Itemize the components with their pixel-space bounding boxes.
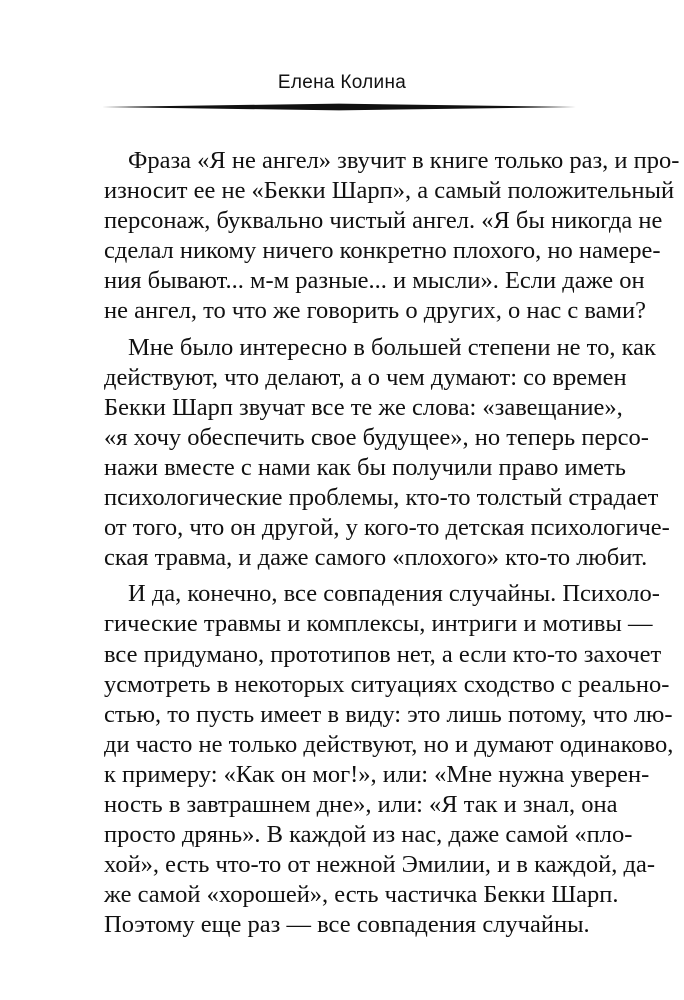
text-line: Мне было интересно в большей степени не то, как (128, 333, 656, 361)
text-line: Фраза «Я не ангел» звучит в книге только раз, и про- (128, 147, 680, 174)
text-line: не ангел, то что же говорить о других, о нас с вами? (104, 297, 646, 325)
decorative-rule (102, 103, 576, 111)
text-line: от того, что он другой, у кого-то детская психологиче- (104, 514, 670, 542)
text-line: Поэтому еще раз — все совпадения случайны. (104, 911, 590, 939)
text-line: же самой «хорошей», есть частичка Бекки Шарп. (104, 881, 619, 909)
text-line: ность в завтрашнем дне», или: «Я так и знал, она (104, 790, 618, 818)
text-line: нажи вместе с нами как бы получили право иметь (104, 453, 626, 481)
text-line: психологические проблемы, кто-то толстый страдает (104, 484, 659, 512)
text-line: персонаж, буквально чистый ангел. «Я бы никогда не (104, 207, 663, 235)
text-line: Бекки Шарп звучат все те же слова: «завещание», (104, 393, 623, 421)
paragraph (104, 146, 680, 327)
text-line: ния бывают... м-м разные... и мысли». Если даже он (104, 267, 645, 295)
text-line: действуют, что делают, а о чем думают: со времен (104, 363, 627, 391)
text-line: гические травмы и комплексы, интриги и мотивы — (104, 610, 653, 638)
text-line: к примеру: «Как он мог!», или: «Мне нужна уверен- (104, 760, 650, 788)
text-line: все придумано, прототипов нет, а если кто-то захочет (104, 640, 662, 668)
text-line: стью, то пусть имеет в виду: это лишь потому, что лю- (104, 700, 673, 728)
text-line: ди часто не только действуют, но и думают одинаково, (104, 730, 674, 758)
text-line: усмотреть в некоторых ситуациях сходство с реально- (104, 670, 670, 698)
text-line: износит ее не «Бекки Шарп», а самый положительный (104, 177, 675, 205)
text-line: «я хочу обеспечить свое будущее», но теперь персо- (104, 423, 649, 451)
text-line: сделал никому ничего конкретно плохого, но намере- (104, 237, 661, 265)
paragraph (104, 579, 674, 940)
running-head: Елена Колина (277, 72, 407, 93)
text-line: хой», есть что-то от нежной Эмилии, и в каждой, да- (104, 851, 656, 879)
text-line: И да, конечно, все совпадения случайны. Психоло- (128, 580, 660, 608)
body-text (104, 146, 680, 940)
paragraph (104, 333, 670, 574)
text-line: просто дрянь». В каждой из нас, даже самой «пло- (104, 821, 633, 849)
text-line: ская травма, и даже самого «плохого» кто-то любит. (104, 544, 648, 572)
